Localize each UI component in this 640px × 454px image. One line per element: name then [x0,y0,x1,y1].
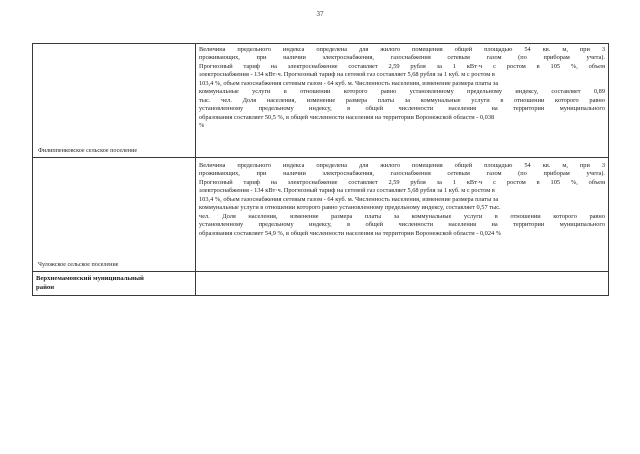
text-line: установленному предельному индексу, в общей численности населения на территории муниципального [199,105,605,113]
empty-cell [196,272,609,296]
table-row [33,44,609,158]
text-line: образования составляет 50,5 %, в общей численности населения на территории Воронежской области - 0,038 [199,113,495,121]
text-line: % [199,121,205,129]
tariff-index-table [32,43,609,296]
district-name-line: район [36,284,55,291]
text-line: чел. Доля населения, изменение размера платы за коммунальные услуги в отношении которого равно [199,212,605,220]
text-line: 103,4 %, объем газоснабжения сетевым газом - 64 куб. м. Численность населения, изменение размера платы за [199,79,499,87]
text-line: Величина предельного индекса определена для жилого помещения общей площадью 54 кв. м, при 3 [199,162,605,169]
settlement-name-cell [33,158,196,272]
settlement-name: Филиппенковское сельское поселение [38,148,138,154]
text-line: установленному предельному индексу, в общей численности населения на территории муниципального [199,221,605,229]
text-line: образования составляет 54,9 %, в общей численности населения на территории Воронежской области - 0,024 % [199,229,502,237]
text-line: электроснабжения - 134 кВт·ч. Прогнозный тариф на сетевой газ составляет 5,68 рубля за 1 куб. м с ростом в [199,71,495,79]
text-line: электроснабжения - 134 кВт·ч. Прогнозный тариф на сетевой газ составляет 5,68 рубля за 1 куб. м с ростом в [199,187,495,195]
table-row [33,272,609,296]
table-row [33,158,609,272]
text-line: Прогнозный тариф на электроснабжение составляет 2,59 рубля за 1 кВт·ч с ростом в 105 %, объем [199,62,605,70]
description-cell [196,44,609,158]
text-line: коммунальные услуги в отношении которого равно установленному предельному индексу, составляет 0,89 [199,88,605,96]
text-line: проживающих, при наличии электроснабжения, газоснабжения сетевым газом (по приборам учета). [199,170,605,178]
district-name-line: Верхнемамонский муниципальный [36,275,144,282]
text-line: тыс. чел. Доля населения, изменение размера платы за коммунальные услуги в отношении которого равно [199,96,605,104]
settlement-name: Чуложское сельское поселение [38,262,119,268]
district-name-cell [33,272,196,296]
description-cell [196,158,609,272]
description-text [196,44,608,131]
text-line: 103,4 %, объем газоснабжения сетевым газом - 64 куб. м. Численность населения, изменение размера платы за [199,195,499,203]
text-line: проживающих, при наличии электроснабжения, газоснабжения сетевым газом (по приборам учета). [199,54,605,62]
page-number: 37 [316,10,324,18]
description-text [196,158,608,239]
settlement-name-cell [33,44,196,158]
text-line: Величина предельного индекса определена для жилого помещения общей площадью 54 кв. м, при 3 [199,46,605,53]
text-line: Прогнозный тариф на электроснабжение составляет 2,59 рубля за 1 кВт·ч с ростом в 105 %, объем [199,178,605,186]
text-line: коммунальные услуги в отношении которого равно установленному предельному индексу, составляет 0,57 тыс. [199,204,501,212]
district-name [33,272,195,292]
